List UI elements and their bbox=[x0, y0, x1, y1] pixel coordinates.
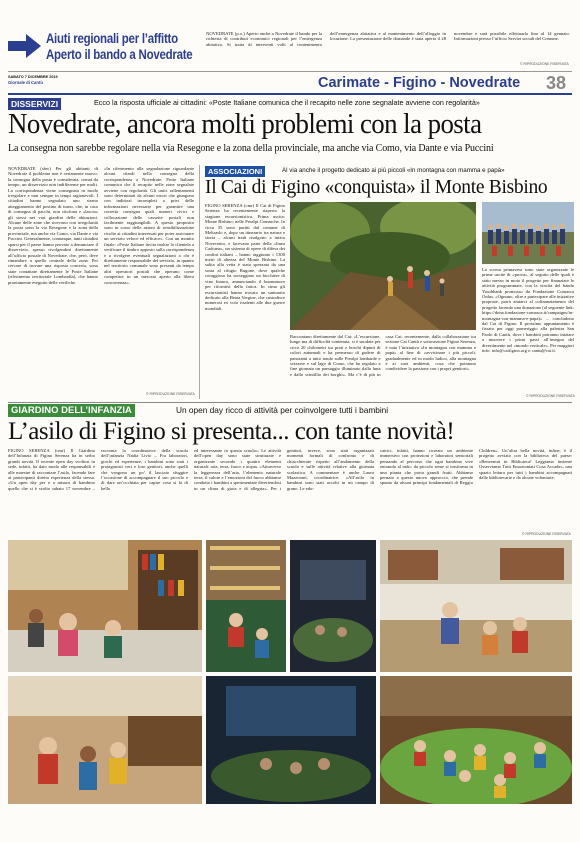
promo-title-line1: Aiuti regionali per l’affitto bbox=[46, 30, 178, 46]
story3-subkicker: Un open day ricco di attività per coinvolgere tutti i bambini bbox=[176, 405, 389, 415]
photo-classroom-left bbox=[8, 540, 202, 672]
story3-col2: ed interessante in questa scuola». Le attività dell’open day sono state strutturate e organizzate secondo i quattro elementi naturali: aria, terra, fuoco e acqua. «Attraverso la leggerezza dell’aria, l’elemento naturale terra, il calore e l’emozioni del fuoco abbiamo condotto i bambini a sperimentare divertendosi in un clima di gioia e di allegria». Per i genitori, invece, sono stati organizzati momenti formali di confronto e di chiacchierate rispetto all’andamento della scuola e sulle attività relative alla giornata scolastica. A commentare è anche Laura Mazzorani, coordinatrice: «All’asilo in bambini sono stati accolti in un campo di grano. Le edu- bbox=[194, 448, 374, 491]
story3-title: L’asilo di Figino si presenta... con tante novità! bbox=[8, 418, 455, 445]
story1-kicker: DISSERVIZI bbox=[8, 98, 61, 110]
photo-cai-group bbox=[482, 202, 574, 264]
photo-children-carpet bbox=[380, 676, 572, 804]
story2-col1: FIGINO SERENZA (cmr) Il Cai di Figino Serenza ha recentemente riaperto la stagione escursionistica. Prima uscita: Monte Bisbino, nelle Prealpi Comasche. In circa 35 sono partiti dal comune di Meltraslo e, dopo un itinerario tra natura e storia – alcuni tratti risalgono a inizio Novecento, e facevano parte della «linea Cadorna», un sistema di opere di difesa dei confini italiani – hanno raggiunto i 1300 metri di altezza del Monte Bisbino. La salita alla vetta è stata spezzata da una sosta al rifugio Bugone, dove qualche coraggioso ha sorseggiato un bicchiere di vino bianco, annunciando il buonumore per rifornirsi della fatica. In cima gli escursionisti hanno trovato un santuario dedicato alla Beata Vergine, che custodisce numerosi ex voto risalenti alle due guerre mondiali. bbox=[205, 203, 285, 311]
header-rule-bottom bbox=[8, 93, 572, 95]
story3-copyright: © RIPRODUZIONE RISERVATA bbox=[522, 532, 571, 536]
story2-col2: Raccontano direttamente dal Cai: «L’escursione, lungo ma di difficoltà contenuta, si è snodata per circa 20 chilometri tra prati e boschi dipinti di colori autunnali e ha permesso di godere di panorami a tutto tondo sulle Prealpi lombarde e svizzere e sul lago di Como, che ha regalato a fine giornata un paesaggio illuminato dalla luna e dallo scintillio dei borghi». Ma c’è di più in casa Cai: recentemente, dalla collaborazione tra sezione Cai Cantù e sottosezione Figino Serenza, è nata l’iniziativa «In montagna con mamma e papà» al fine di «avvicinare i più piccoli, gradualmente ed in modo ludico, alla montagna e ai suoi ambienti, cosa che potranno condividere la passione con i propri genitori». bbox=[290, 334, 476, 377]
column-divider bbox=[199, 165, 200, 399]
header-paper: Giornale di Cantù bbox=[8, 80, 43, 85]
promo-copyright: © RIPRODUZIONE RISERVATA bbox=[520, 62, 569, 66]
section-rule bbox=[8, 402, 572, 403]
story3-col3: catrici, infatti, hanno ricreato un ambiente immersivo con proiezioni e laboratori sensoriali pensando al percorso che ogni bambino vive entrando al nido: da piccolo seme si trasforma in una pianta che porta grandi frutti. Abbiamo pensato a questo nuovo approccio, che prende spunto da alcuni principi fondamentali di Reggio Children». Un’altra bella novità, infine, è il progetto avviato con la biblioteca del paese: «Benvenuti in Biblioteca! Leggiamo insieme Osserviamo Tutti Emozioniati Cosa Accade», una spazio lettura per tutti i bambini accompagnati dalle bibliotecarie e da alcune volontarie. bbox=[380, 448, 572, 486]
photo-children-activity bbox=[8, 676, 202, 804]
promo-text: NOVEDRATE (p.o.) Aperto anche a Novedrate il bando per la richiesta di contributi economici regionali per l’emergenza abitativa. Si tratta di interventi volti al contenimento dell’emergenza abitativa e al mantenimento dell’alloggio in locazione. La presentazione delle domande è stata aperta il 28 novembre e sarà possibile effettuarla fino al 14 gennaio. Informazioni presso l’ufficio Servizi sociali del Comune. bbox=[206, 31, 570, 47]
photo-sensory-room bbox=[206, 676, 376, 804]
page-number: 38 bbox=[546, 73, 567, 93]
photo-dark-room bbox=[290, 540, 376, 672]
story2-copyright: © RIPRODUZIONE RISERVATA bbox=[526, 394, 575, 398]
photo-library-corner bbox=[206, 540, 286, 672]
story3-col1: FIGINO SERENZA (cmr) Il Giardino dell’Infanzia di Figino Serenza ha in serbo grandi novità. Il recente open day svoltosi in sede, infatti, ha dato modo alle responsabili e alle maestre di raccontare l’asilo, facendo fare ai partecipanti diretta esperienza della stessa. «Un open day per e a misura di bambino quello che si è svolto sabato 17 novembre – racconta la coordinatrice della scuola dell’infanzia Nadia Livio – Fra laboratori, giochi ed esperienze, i bambini sono stati i protagonisti veri e loro genitori, anche quelli che vengono un po’ il lasciato sfuggire l’occasione di accompagnare il suo piccolo e di dare un’occhiata per capire cosa si fa di bello bbox=[8, 448, 188, 491]
promo-title-line2: Aperto il bando a Novedrate bbox=[46, 46, 193, 62]
story2-title: Il Cai di Figino «conquista» il Monte Bisbino bbox=[205, 177, 548, 198]
photo-monte-bisbino bbox=[290, 202, 476, 330]
story1-copyright: © RIPRODUZIONE RISERVATA bbox=[146, 392, 195, 396]
header-section: Carimate - Figino - Novedrate bbox=[318, 75, 521, 91]
story3-kicker: GIARDINO DELL’INFANZIA bbox=[8, 404, 135, 417]
story2-col3: La scorsa primavera sono state organizzate le prime uscite di «prova», al seguito delle quali è stato messo in moto il progetto per finanziare le attività programmate, con la vincita del bando Youthbank promosso da Fondazione Comasca Onlus. «Ognuno, oltre a partecipare alle iniziative proposte, potrà aiutarci al cofinanziamento del progetto facendo una donazione (al seguente link: https://dona.fondazione-comasca.it/campaigns/in-montagna-con-mamma-e-papa)» – concludono dal Cai di Figino. Il prossimo appuntamento è fissato per oggi pomeriggio alla palestra San Paolo di Cantù, dove i bambini potranno iniziare a muovere i primi passi all’insegna del divertimento nel «mondo verticale». Per maggiori info: info@caifigino.org o cantu@cai.it. bbox=[482, 267, 574, 354]
header-rule bbox=[8, 71, 572, 72]
story1-deck: La consegna non sarebbe regolare nella via Resegone e la zona della provinciale, ma anche via Como, via Dante e via Puccini bbox=[8, 143, 494, 154]
header-date: SABATO 7 DICEMBRE 2019 bbox=[8, 75, 58, 79]
story1-subkicker: Ecco la risposta ufficiale ai cittadini: «Poste Italiane comunica che il recapito nelle zone segnalate avviene con regolarità» bbox=[94, 98, 480, 107]
promo-arrow-icon bbox=[8, 33, 42, 59]
story2-kicker: ASSOCIAZIONI bbox=[205, 166, 265, 177]
story1-col1: NOVEDRATE (sbw) Per gli abitanti di Novedrate il problema non è certamente nuovo: la consegna della posta è considerata, ormai da tempo, un disservizio non indifferente per molti. La corrispondenza viene consegnata in modo irregolare e non sempre in tempi ragionevoli. I cittadini hanno segnalato uno strano atteggiamento del postino di turno, che, in caso di consegna di pacchi, non citofona e «lascia» gli stessi nei vari giardini delle abitazioni. Alcune delle zone che ricevono con irregolarità la posta sono la via Resegone e la zona della provinciale, ma anche via Como, via Dante e via Puccini. Generalmente, comunque, tanti cittadini sparsi per il paese hanno provato a denunciare il disservizio, spesso rivolgendosi direttamente all’ufficio postale di Novedrate, che, però, deve rimandare a quello centrale della zona. Per cercare di trovare una risposta concreta, sono state contattate direttamente le Poste Italiane (riferimento territoriale Lombardia), che hanno prontamente eseguito delle verifiche. bbox=[8, 166, 98, 285]
story2-subkicker: Al via anche il progetto dedicato ai più piccoli «In montagna con mamma e papà» bbox=[282, 167, 505, 174]
story1-col2: «In riferimento alla segnalazione riguardante alcuni ritardi nella consegna della corrispondenza a Novedrate, Poste Italiane comunica che il recapito nelle zone segnalate avviene con regolarità. Gli unici rallentamenti sono determinati da alcuni errori che giungono con indirizzi incompleti o privi delle informazioni necessarie per garantire una corretta consegna quali numeri civici e collocazione delle cassette postali non facilmente raggiungibili. A questo proposito sono in corso delle azioni di sensibilizzazione rivolte ai cittadini interessati per poter assicurare un servizio veloce ed efficace». Con un monito finale: «Poste Italiane invita inoltre la clientela a verificare il timbro apposto sulla corrispondenza e a rivolgere eventuali segnalazioni a chi è direttamente responsabile del servizio, in quanto nel territorio comunale sono presenti da tempo altri operatori postali che operano come competitor in un mercato aperto alla libera concorrenza». bbox=[104, 166, 194, 285]
story1-title: Novedrate, ancora molti problemi con la posta bbox=[8, 109, 482, 140]
photo-reading-room bbox=[380, 540, 572, 672]
